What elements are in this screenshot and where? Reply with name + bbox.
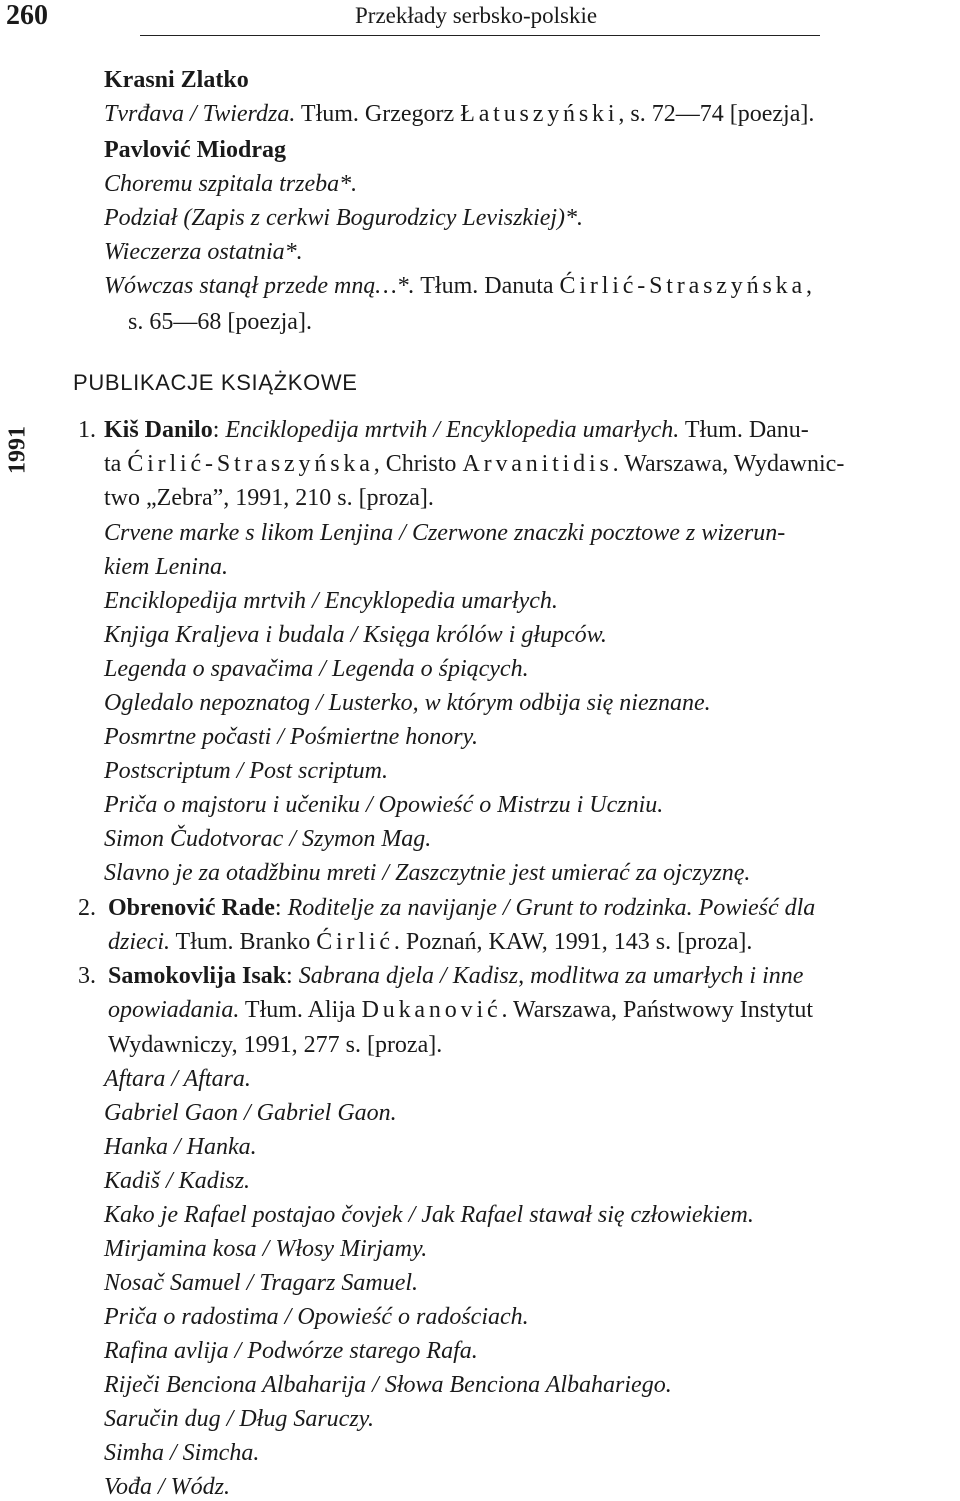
entry-title: Podział (Zapis z cerkwi Bogurodzicy Leviszkiej)*. [104,205,584,231]
publisher-info: two „Zebra”, 1991, 210 s. [proza]. [104,485,434,511]
contents-item: Postscriptum / Post scriptum. [104,758,389,784]
year-marker-text: 1991 [4,426,31,474]
book-line [108,896,815,920]
entry-author: Krasni Zlatko [104,67,249,93]
contents-item: Legenda o spavačima / Legenda o śpiących. [104,656,529,682]
contents-item: Priča o radostima / Opowieść o radościach. [104,1304,529,1330]
contents-item: Hanka / Hanka. [104,1134,257,1160]
entry-line [104,274,812,298]
contents-item: Saručin dug / Dług Saruczy. [104,1406,374,1432]
book-title: dzieci. [108,929,170,955]
punctuation: : [286,963,299,989]
contents-item: Simha / Simcha. [104,1440,260,1466]
contents-item: Knjiga Kraljeva i budala / Księga królów i głupców. [104,622,607,648]
book-line [104,418,809,442]
punctuation: : [212,417,226,443]
entry-title: Choremu szpitala trzeba*. [104,171,358,197]
contents-item: Gabriel Gaon / Gabriel Gaon. [104,1100,397,1126]
publisher-info: . Warszawa, Państwowy Instytut [501,997,814,1023]
contents-item: Nosač Samuel / Tragarz Samuel. [104,1270,419,1296]
book-line [108,930,752,954]
translator-name: Ćirlić-Straszyńska [559,273,806,299]
entry-line [104,102,814,126]
book-title: opowiadania. [108,997,240,1023]
contents-item: Mirjamina kosa / Włosy Mirjamy. [104,1236,428,1262]
header-rule [140,35,820,36]
text-fragment: , Christo [373,451,463,477]
translator-prefix: Tłum. Branko [169,929,317,955]
list-number: 2. [78,895,96,921]
book-line [108,964,803,988]
text-fragment: ta [104,451,128,477]
running-head: Przekłady serbsko-polskie [355,3,598,28]
contents-item: Posmrtne počasti / Pośmiertne honory. [104,724,478,750]
contents-item: kiem Lenina. [104,554,228,580]
book-author: Samokovlija Isak [108,963,287,989]
contents-item: Ogledalo nepoznatog / Lusterko, w którym odbija się nieznane. [104,690,711,716]
contents-item: Kadiš / Kadisz. [104,1168,251,1194]
translator-name: Dukanović [361,997,502,1023]
publisher-info: Wydawniczy, 1991, 277 s. [proza]. [108,1032,443,1058]
year-marker [2,415,34,485]
entry-author: Pavlović Miodrag [104,137,286,163]
contents-item: Kako je Rafael postajao čovjek / Jak Rafael stawał się człowiekiem. [104,1202,754,1228]
book-title: Roditelje za navijanje / Grunt to rodzinka. Powieść dla [287,895,816,921]
translator-name: Arvanitidis [462,451,613,477]
page-number: 260 [6,0,48,31]
contents-item: Enciklopedija mrtvih / Encyklopedia umarłych. [104,588,558,614]
translator-prefix: Tłum. Danu- [679,417,809,443]
entry-title: Wieczerza ostatnia*. [104,239,303,265]
contents-item: Aftara / Aftara. [104,1066,251,1092]
contents-item: Priča o majstoru i učeniku / Opowieść o Mistrzu i Uczniu. [104,792,664,818]
contents-item: Riječi Benciona Albaharija / Słowa Benciona Albahariego. [104,1372,672,1398]
contents-item: Simon Čudotvorac / Szymon Mag. [104,826,432,852]
translator-prefix: Tłum. Grzegorz [295,101,461,127]
publisher-info: . Poznań, KAW, 1991, 143 s. [proza]. [393,929,753,955]
book-title: Sabrana djela / Kadisz, modlitwa za umarłych i inne [298,963,804,989]
contents-item: Rafina avlija / Podwórze starego Rafa. [104,1338,478,1364]
punctuation: , [805,273,812,299]
book-author: Kiš Danilo [104,417,213,443]
book-line [108,998,813,1022]
book-author: Obrenović Rade [108,895,275,921]
book-line [104,452,844,476]
translator-name: Łatuszyński [460,101,619,127]
translator-name: Ćirlić-Straszyńska [127,451,374,477]
list-number: 3. [78,963,96,989]
contents-item: Vođa / Wódz. [104,1474,230,1500]
contents-item: Slavno je za otadžbinu mreti / Zaszczytnie jest umierać za ojczyznę. [104,860,751,886]
section-title: PUBLIKACJE KSIĄŻKOWE [73,370,358,395]
entry-pages: s. 65—68 [poezja]. [128,309,312,335]
translator-prefix: Tłum. Danuta [414,273,560,299]
punctuation: : [274,895,288,921]
list-number: 1. [78,417,96,443]
entry-pages: , s. 72—74 [poezja]. [618,101,815,127]
entry-title: Wówczas stanął przede mną…*. [104,273,415,299]
entry-title: Tvrđava / Twierdza. [104,101,296,127]
book-title: Enciklopedija mrtvih / Encyklopedia umarłych. [225,417,680,443]
publisher-info: . Warszawa, Wydawnic- [612,451,845,477]
contents-item: Crvene marke s likom Lenjina / Czerwone znaczki pocztowe z wizerun- [104,520,786,546]
translator-prefix: Tłum. Alija [239,997,362,1023]
translator-name: Ćirlić [316,929,394,955]
